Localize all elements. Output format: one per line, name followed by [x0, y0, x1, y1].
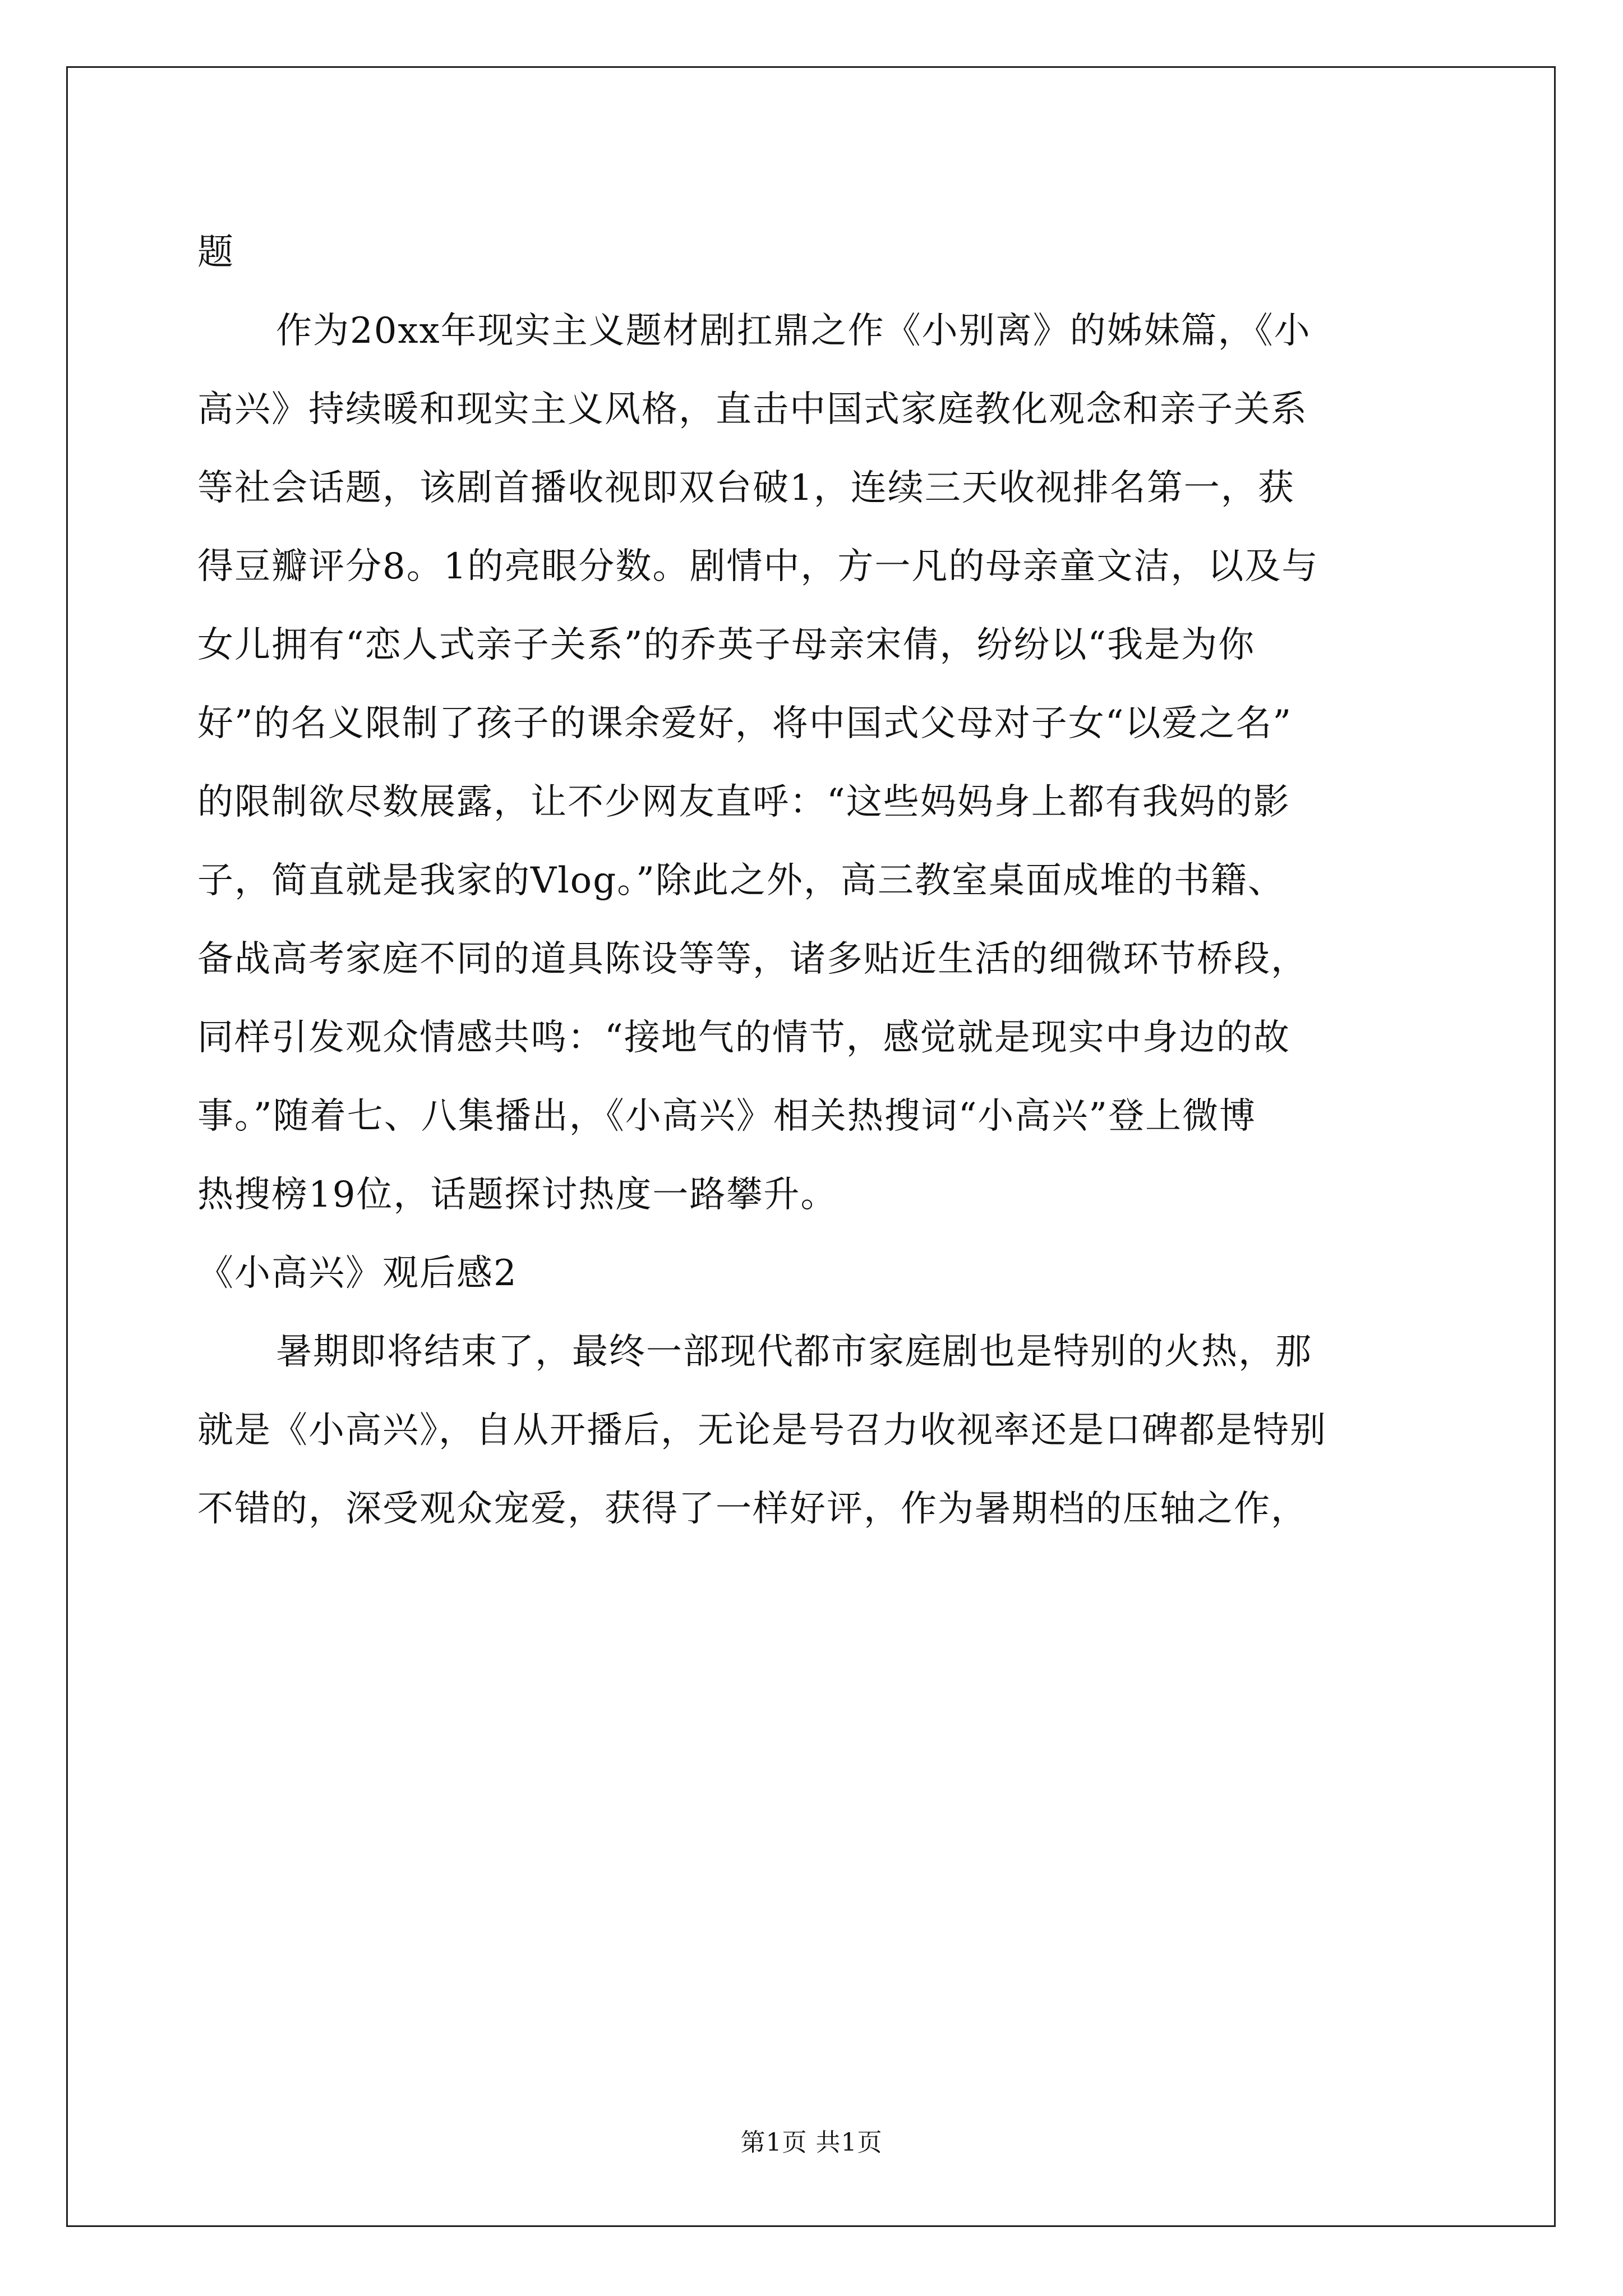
- paragraph-line: 不错的，深受观众宠爱，获得了一样好评，作为暑期档的压轴之作，: [197, 1488, 1308, 1530]
- paragraph-line: 的限制欲尽数展露，让不少网友直呼：“这些妈妈身上都有我妈的影: [197, 781, 1290, 823]
- paragraph-line: 女儿拥有“恋人式亲子关系”的乔英子母亲宋倩，纷纷以“我是为你: [197, 624, 1256, 666]
- text-line: 题: [197, 232, 234, 273]
- paragraph-line: 热搜榜19位，话题探讨热度一路攀升。: [197, 1174, 838, 1216]
- page-footer: 第1页 共1页: [740, 2128, 883, 2157]
- paragraph-line: 等社会话题，该剧首播收视即双台破1，连续三天收视排名第一，获: [197, 467, 1295, 509]
- paragraph-line: 子，简直就是我家的Vlog。”除此之外，高三教室桌面成堆的书籍、: [197, 860, 1285, 901]
- paragraph-line: 事。”随着七、八集播出，《小高兴》相关热搜词“小高兴”登上微博: [197, 1096, 1257, 1137]
- paragraph-line: 就是《小高兴》，自从开播后，无论是号召力收视率还是口碑都是特别: [197, 1410, 1327, 1451]
- section-heading: 《小高兴》观后感2: [197, 1253, 518, 1294]
- paragraph-line: 好”的名义限制了孩子的课余爱好，将中国式父母对子女“以爱之名”: [197, 703, 1293, 744]
- paragraph-line: 得豆瓣评分8。1的亮眼分数。剧情中，方一凡的母亲童文洁，以及与: [197, 546, 1319, 587]
- paragraph-line: 作为20xx年现实主义题材剧扛鼎之作《小别离》的姊妹篇，《小: [276, 310, 1311, 352]
- paragraph-line: 暑期即将结束了，最终一部现代都市家庭剧也是特别的火热，那: [276, 1331, 1312, 1373]
- paragraph-line: 备战高考家庭不同的道具陈设等等，诸多贴近生活的细微环节桥段，: [197, 938, 1308, 980]
- document-body: [197, 213, 1420, 1548]
- paragraph-line: 同样引发观众情感共鸣：“接地气的情节，感觉就是现实中身边的故: [197, 1017, 1290, 1059]
- paragraph-line: 高兴》持续暖和现实主义风格，直击中国式家庭教化观念和亲子关系: [197, 389, 1308, 430]
